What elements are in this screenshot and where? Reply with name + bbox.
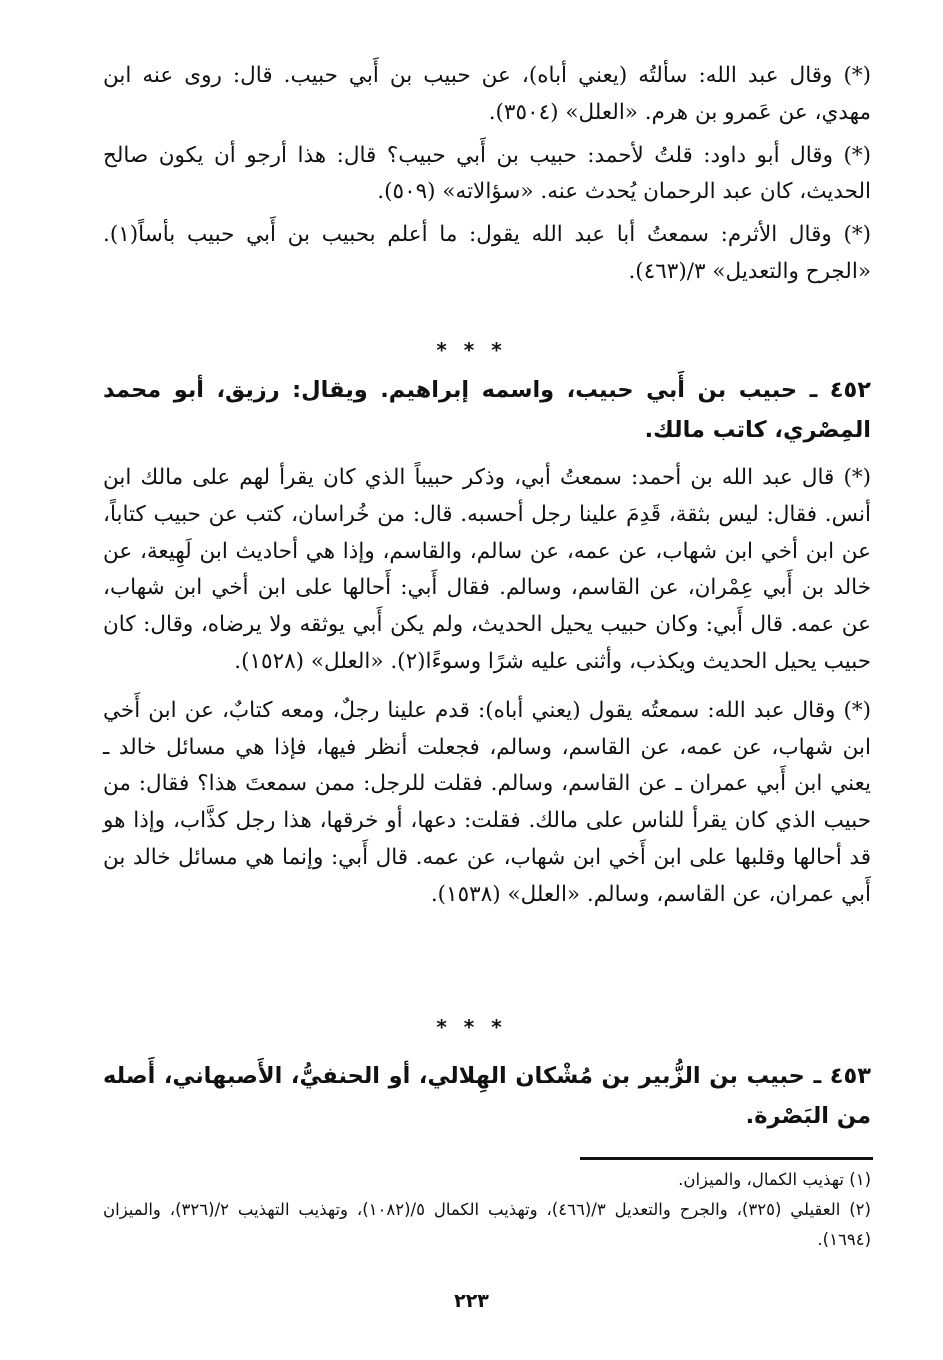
section-separator: * * * [436, 338, 507, 362]
paragraph-abdullah-second-quote: (*) وقال عبد الله: سمعتُه يقول (يعني أباه): قدم علينا رجلٌ، ومعه كتابٌ، عن ابن أَخي ابن شهاب، عن عمه، عن القاسم، وسالم، فجعلت أنظر فيها، فإذا هي مسائل خالد ـ يعني ابن أَبي عمران ـ عن القاسم، وسالم. فقلت للرجل: ممن سمعتَ هذا؟ فقال: من حبيب الذي كان يقرأ للناس على مالك. فقلت: دعها، أو خرقها، هذا رجل كذَّاب، وإذا هو قد أحالها وقلبها على ابن أَخي ابن شهاب، عن عمه. قال أَبي: وإنما هي مسائل خالد بن أَبي عمران، عن القاسم، وسالم. «العلل» (١٥٣٨). [103, 697, 871, 907]
footnotes [103, 1165, 871, 1255]
entry-453 [103, 1056, 871, 1136]
entry-heading-453: ٤٥٣ ـ حبيب بن الزُّبير بن مُشْكان الهِلالي، أو الحنفيُّ، الأَصبهاني، أَصله من البَصْرة. [103, 1063, 871, 1129]
paragraph-abdullah-bin-ahmad-quote: (*) قال عبد الله بن أحمد: سمعتُ أبي، وذكر حبيباً الذي كان يقرأ لهم على مالك ابن أنس. فقال: ليس بثقة، قَدِمَ علينا رجل أحسبه. قال: من خُراسان، كتب عن حبيب كتاباً، عن ابن أخي ابن شهاب، عن عمه، عن سالم، والقاسم، وإذا هي أحاديث ابن لَهِيعة، عن خالد بن أَبي عِمْران، عن القاسم، وسالم. فقال أَبي: أَحالها على ابن أخي ابن شهاب، عن عمه. قال أَبي: وكان حبيب يحيل الحديث، ولم يكن أَبي يوثقه ولا يرضاه، وقال: كان حبيب يحيل الحديث ويكذب، وأثنى عليه شرًا وسوءًا(٢). «العلل» (١٥٢٨). [103, 465, 871, 674]
paragraph-abdullah-quote: (*) وقال عبد الله: سألتُه (يعني أباه)، عن حبيب بن أَبي حبيب. قال: روى عنه ابن مهدي، عن عَمرو بن هرم. «العلل» (٣٥٠٤). [103, 63, 871, 125]
entry-451-continuation [103, 58, 871, 291]
entry-452 [103, 370, 871, 914]
footnote-1: (١) تهذيب الكمال، والميزان. [678, 1170, 871, 1189]
paragraph-abu-dawud-quote: (*) وقال أبو داود: قلتُ لأحمد: حبيب بن أَبي حبيب؟ قال: هذا أرجو أن يكون صالح الحديث، كان عبد الرحمان يُحدث عنه. «سؤالاته» (٥٠٩). [103, 142, 871, 205]
section-separator: * * * [436, 1015, 507, 1039]
footnote-divider [580, 1157, 873, 1160]
footnote-2: (٢) العقيلي (٣٢٥)، والجرح والتعديل ٣/(٤٦٦)، وتهذيب الكمال ٥/(١٠٨٢)، وتهذيب التهذيب ٢/(٣٢٦)، والميزان (١٦٩٤). [103, 1200, 871, 1249]
paragraph-athram-quote: (*) وقال الأثرم: سمعتُ أبا عبد الله يقول: ما أعلم بحبيب بن أَبي حبيب بأساً(١). «الجرح والتعديل» ٣/(٤٦٣). [103, 222, 871, 284]
page-number: ٢٢٣ [454, 1290, 489, 1312]
entry-heading-452: ٤٥٢ ـ حبيب بن أَبي حبيب، واسمه إبراهيم. ويقال: رزيق، أبو محمد المِصْري، كاتب مالك. [103, 377, 871, 443]
